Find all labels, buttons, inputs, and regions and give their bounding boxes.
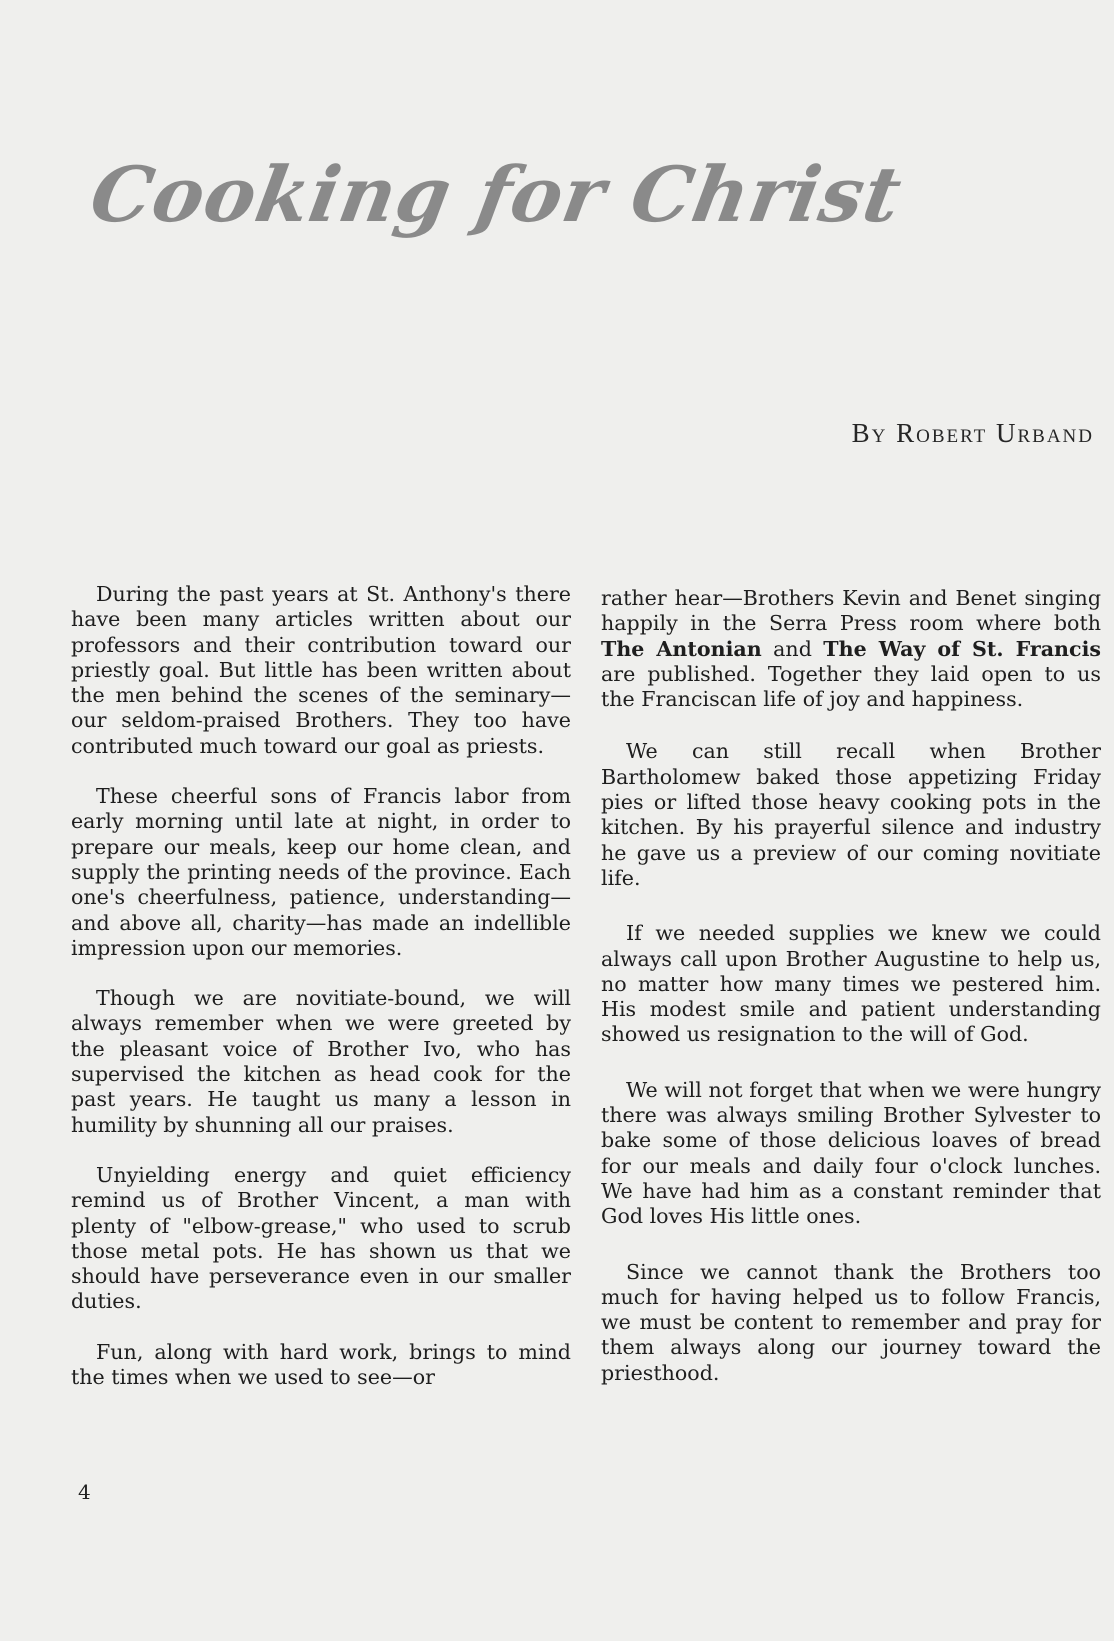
- byline: By Robert Urband: [851, 418, 1094, 448]
- page-number: 4: [78, 1480, 91, 1504]
- paragraph: Though we are novitiate-bound, we will always remember when we were greeted by the pleasant voice of Brother Ivo, who has supervised the kitchen as head cook for the past years. He taught us many a lesson in humility by shunning all our praises.: [71, 986, 571, 1137]
- text-run: are published. Together they laid open to us the Franciscan life of joy and happiness.: [601, 661, 1101, 712]
- paragraph: Fun, along with hard work, brings to mind the times when we used to see—or: [71, 1339, 571, 1390]
- publication-title-antonian: The Antonian: [601, 636, 762, 661]
- paragraph: We will not forget that when we were hungry there was always smiling Brother Sylvester to bake some of those delicious loaves of bread for our meals and daily four o'clock lunches. We have had him as a constant reminder that God loves His little ones.: [601, 1077, 1101, 1229]
- paragraph: We can still recall when Brother Bartholomew baked those appetizing Friday pies or lifted those heavy cooking pots in the kitchen. By his prayerful silence and industry he gave us a preview of our coming novitiate life.: [601, 739, 1101, 890]
- publication-title-way-of-st-francis: The Way of St. Francis: [823, 636, 1101, 661]
- text-run: rather hear—Brothers Kevin and Benet singing happily in the Serra Press room where both: [601, 586, 1101, 636]
- paragraph: Unyielding energy and quiet efficiency remind us of Brother Vincent, a man with plenty of "elbow-grease," who used to scrub those metal pots. He has shown us that we should have perseverance even in our smaller duties.: [71, 1162, 571, 1314]
- paragraph: During the past years at St. Anthony's there have been many articles written about our professors and their contribution toward our priestly goal. But little has been written about the men behind the scenes of the seminary—our seldom-praised Brothers. They too have contributed much toward our goal as priests.: [71, 582, 571, 758]
- paragraph: If we needed supplies we knew we could always call upon Brother Augustine to help us, no matter how many times we pestered him. His modest smile and patient understanding showed us resignation to the will of God.: [601, 921, 1101, 1047]
- paragraph: These cheerful sons of Francis labor from early morning until late at night, in order to prepare our meals, keep our home clean, and supply the printing needs of the province. Each one's cheerfulness, patience, understanding—and above all, charity—has made an indellible impression upon our memories.: [71, 784, 571, 960]
- right-column: [601, 586, 1101, 1386]
- paragraph: [601, 586, 1101, 712]
- text-run: and: [761, 636, 824, 661]
- left-column: [71, 582, 571, 1390]
- paragraph: Since we cannot thank the Brothers too much for having helped us to follow Francis, we must be content to remember and pray for them always along our journey toward the priesthood.: [601, 1259, 1101, 1385]
- article-title: Cooking for Christ: [84, 150, 909, 239]
